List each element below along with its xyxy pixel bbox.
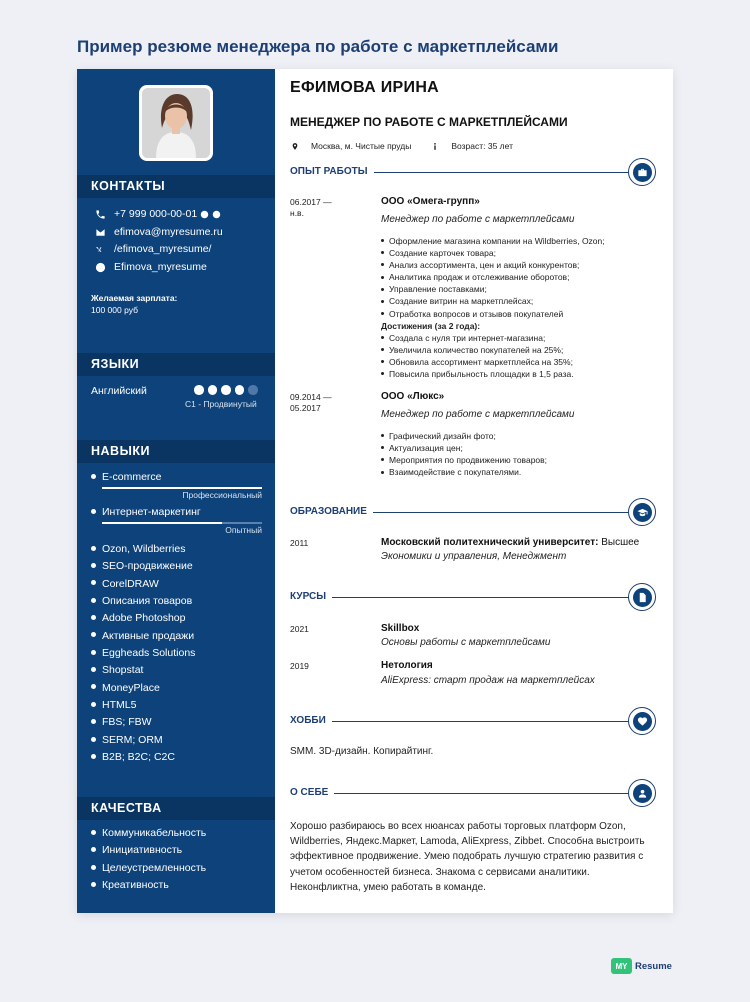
job-dates: 06.2017 — н.в. xyxy=(290,197,332,218)
list-item: Adobe Photoshop xyxy=(91,610,195,627)
job-dates: 09.2014 — 05.2017 xyxy=(290,392,332,413)
briefcase-icon xyxy=(628,158,656,186)
duty-item: Анализ ассортимента, цен и акций конкурентов; xyxy=(381,259,605,271)
rated-skill-name: E-commerce xyxy=(102,471,162,483)
contact-vk[interactable] xyxy=(95,243,211,255)
location-pin-icon xyxy=(291,142,299,151)
education-university: Московский политехнический университет: Высшее xyxy=(381,537,640,548)
education-year: 2011 xyxy=(290,538,309,548)
list-item: B2B; B2C; C2C xyxy=(91,749,195,766)
job-company: ООО «Люкс» xyxy=(381,391,445,402)
list-item: HTML5 xyxy=(91,697,195,714)
vk-icon xyxy=(95,244,106,255)
user-icon xyxy=(628,779,656,807)
course-year: 2021 xyxy=(290,624,309,634)
list-item: Ozon, Wildberries xyxy=(91,541,195,558)
list-item: Инициативность xyxy=(91,842,206,859)
achievement-item: Создала с нуля три интернет-магазина; xyxy=(381,332,605,344)
language-name: Английский xyxy=(91,385,147,397)
skills-heading: НАВЫКИ xyxy=(77,440,275,463)
list-item: MoneyPlace xyxy=(91,680,195,697)
job-duties xyxy=(381,235,605,380)
contact-phone[interactable] xyxy=(95,208,221,220)
list-item: Коммуникабельность xyxy=(91,825,206,842)
qualities-list xyxy=(91,825,206,895)
duty-item: Взаимодействие с покупателями. xyxy=(381,466,547,478)
duty-item: Управление поставками; xyxy=(381,283,605,295)
duty-item: Отработка вопросов и отзывов покупателей xyxy=(381,308,605,320)
main-content xyxy=(275,69,673,913)
language-level-dots xyxy=(194,385,258,395)
education-heading: ОБРАЗОВАНИЕ xyxy=(290,506,373,517)
skype-icon xyxy=(95,262,106,273)
whatsapp-icon xyxy=(200,210,209,219)
job-role: Менеджер по работе с маркетплейсами xyxy=(381,409,575,420)
qualities-heading: КАЧЕСТВА xyxy=(77,797,275,820)
list-item: SEO-продвижение xyxy=(91,558,195,575)
duty-item: Актуализация цен; xyxy=(381,442,547,454)
vk-text: /efimova_myresume/ xyxy=(114,243,212,255)
candidate-meta xyxy=(291,141,513,151)
language-level: C1 - Продвинутый xyxy=(185,399,257,409)
achievement-item: Увеличила количество покупателей на 25%; xyxy=(381,344,605,356)
course-year: 2019 xyxy=(290,661,309,671)
mail-icon xyxy=(95,227,106,238)
logo-mark: MY xyxy=(611,958,632,974)
list-item: Описания товаров xyxy=(91,593,195,610)
heart-icon xyxy=(628,707,656,735)
email-text: efimova@myresume.ru xyxy=(114,226,223,238)
info-icon xyxy=(431,142,439,151)
duty-item: Создание карточек товара; xyxy=(381,247,605,259)
salary-value: 100 000 руб xyxy=(91,305,138,315)
profile-photo xyxy=(139,85,213,161)
logo-text: Resume xyxy=(635,960,672,972)
rated-skill xyxy=(91,471,162,483)
skills-list xyxy=(91,541,195,766)
duty-item: Графический дизайн фото; xyxy=(381,430,547,442)
achievement-item: Обновила ассортимент маркетплейса на 35%; xyxy=(381,356,605,368)
list-item: Активные продажи xyxy=(91,628,195,645)
job-company: ООО «Омега-групп» xyxy=(381,196,480,207)
level-dot-empty xyxy=(248,385,258,395)
page-title: Пример резюме менеджера по работе с маркетплейсами xyxy=(77,37,559,56)
list-item: CorelDRAW xyxy=(91,576,195,593)
phone-text: +7 999 000-00-01 xyxy=(114,208,198,220)
document-icon xyxy=(628,583,656,611)
job-role: Менеджер по работе с маркетплейсами xyxy=(381,214,575,225)
skill-bar xyxy=(102,522,262,524)
achievement-item: Повысила прибыльность площадки в 1,5 раза. xyxy=(381,368,605,380)
list-item: Eggheads Solutions xyxy=(91,645,195,662)
experience-heading: ОПЫТ РАБОТЫ xyxy=(290,166,374,177)
level-dot-filled xyxy=(235,385,245,395)
job-duties xyxy=(381,430,547,478)
contacts-heading: КОНТАКТЫ xyxy=(77,175,275,198)
duty-item: Мероприятия по продвижению товаров; xyxy=(381,454,547,466)
duty-item: Оформление магазина компании на Wildberries, Ozon; xyxy=(381,235,605,247)
course-org: Skillbox xyxy=(381,623,420,634)
duty-item: Создание витрин на маркетплейсах; xyxy=(381,295,605,307)
candidate-name: ЕФИМОВА ИРИНА xyxy=(290,79,440,96)
course-name: AliExpress: старт продаж на маркетплейсах xyxy=(381,675,595,686)
graduation-cap-icon xyxy=(628,498,656,526)
hobby-heading: ХОББИ xyxy=(290,715,332,726)
skill-bar xyxy=(102,487,262,489)
list-item: Целеустремленность xyxy=(91,860,206,877)
hobby-text: SMM. 3D-дизайн. Копирайтинг. xyxy=(290,746,434,757)
sidebar xyxy=(77,69,275,913)
list-item: Креативность xyxy=(91,877,206,894)
phone-icon xyxy=(95,209,106,220)
list-item: SERM; ORM xyxy=(91,732,195,749)
duty-item: Аналитика продаж и отслеживание оборотов; xyxy=(381,271,605,283)
languages-heading: ЯЗЫКИ xyxy=(77,353,275,376)
section-divider xyxy=(290,597,630,598)
candidate-position: МЕНЕДЖЕР ПО РАБОТЕ С МАРКЕТПЛЕЙСАМИ xyxy=(290,115,568,129)
level-dot-filled xyxy=(208,385,218,395)
about-text: Хорошо разбираюсь во всех нюансах работы торговых платформ Ozon, Wildberries, Яндекс.Маркет, Lamoda, AliExpress, Zibbet. Способна выстроить эффективное продвижение. Умею подобрать лучшую стратегию развития с учетом особенностей бизнеса. Знакома с сервисами аналитики. Неконфликтна, умею работать в команде. xyxy=(290,821,645,893)
level-dot-filled xyxy=(194,385,204,395)
age-text: Возраст: 35 лет xyxy=(451,141,513,151)
education-faculty: Экономики и управления, Менеджмент xyxy=(381,551,567,562)
salary-label: Желаемая зарплата: xyxy=(91,293,178,303)
rated-skill-level: Опытный xyxy=(225,525,262,535)
course-org: Нетология xyxy=(381,660,433,671)
skype-text: Efimova_myresume xyxy=(114,261,207,273)
rated-skill-level: Профессиональный xyxy=(182,490,262,500)
achievements-title: Достижения (за 2 года): xyxy=(381,320,481,331)
resume-card xyxy=(77,69,673,913)
list-item: Shopstat xyxy=(91,662,195,679)
about-heading: О СЕБЕ xyxy=(290,787,334,798)
courses-heading: КУРСЫ xyxy=(290,591,332,602)
rated-skill-name: Интернет-маркетинг xyxy=(102,506,201,518)
level-dot-filled xyxy=(221,385,231,395)
section-divider xyxy=(290,721,630,722)
contact-skype[interactable] xyxy=(95,261,207,273)
myresume-logo[interactable] xyxy=(611,958,672,974)
list-item: FBS; FBW xyxy=(91,714,195,731)
rated-skill xyxy=(91,506,201,518)
telegram-icon xyxy=(212,210,221,219)
location-text: Москва, м. Чистые пруды xyxy=(311,141,412,151)
course-name: Основы работы с маркетплейсами xyxy=(381,637,551,648)
contact-email[interactable] xyxy=(95,226,223,238)
section-divider xyxy=(290,793,630,794)
